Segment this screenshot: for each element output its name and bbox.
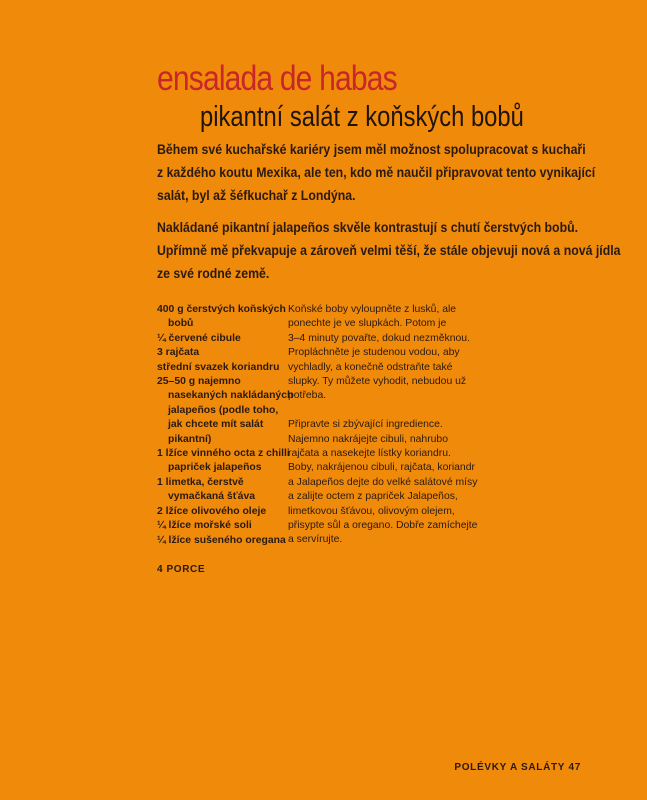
ingredient-item: ¼ lžíce mořské soli — [157, 520, 252, 532]
method-line: a servírujte. — [288, 534, 343, 546]
ingredient-item: 3 rajčata — [157, 347, 200, 359]
ingredient-item: nasekaných nakládaných — [168, 390, 294, 402]
ingredient-item: ¼ lžíce sušeného oregana — [157, 534, 286, 546]
method-line: a zalijte octem z papriček Jalapeños, — [288, 491, 458, 503]
recipe-title-czech: pikantní salát z koňských bobů — [200, 101, 524, 133]
intro-line: z každého koutu Mexika, ale ten, kdo mě naučil připravovat tento vynikající — [157, 165, 596, 180]
method-line: potřeba. — [288, 390, 327, 402]
ingredient-item: jak chcete mít salát — [168, 419, 264, 431]
intro-line: Nakládané pikantní jalapeños skvěle kontrastují s chutí čerstvých bobů. — [157, 220, 579, 235]
method-line: limetkovou šťávou, olivovým olejem, — [288, 505, 455, 517]
ingredient-item: 1 limetka, čerstvě — [157, 476, 244, 488]
ingredient-item: 1 lžíce vinného octa z chilli — [157, 448, 290, 460]
method-line: Připravte si zbývající ingredience. — [288, 419, 443, 431]
method-line: 3–4 minuty povařte, dokud nezměknou. — [288, 332, 470, 344]
method-line: a Jalapeños dejte do velké salátové mísy — [288, 476, 478, 488]
method-line: vychladly, a konečně odstraňte také — [288, 361, 453, 373]
intro-line: ze své rodné země. — [157, 266, 270, 281]
method-line: Koňské boby vyloupněte z lusků, ale — [288, 304, 457, 315]
method-text — [288, 303, 478, 548]
paragraph-gap — [288, 404, 478, 418]
intro-line: Během své kuchařské kariéry jsem měl možnost spolupracovat s kuchaři — [157, 142, 586, 157]
intro-text — [157, 138, 621, 294]
ingredient-item: bobů — [168, 318, 194, 330]
method-line: Propláchněte je studenou vodou, aby — [288, 347, 460, 359]
ingredient-item: 25–50 g najemno — [157, 376, 241, 388]
intro-paragraph — [157, 216, 621, 285]
method-line: rajčata a nasekejte lístky koriandru. — [288, 448, 451, 460]
page-footer: POLÉVKY A SALÁTY 47 — [454, 762, 581, 773]
ingredient-item: vymačkaná šťáva — [168, 491, 256, 503]
ingredient-item: 400 g čerstvých koňských — [157, 304, 286, 315]
intro-line: Upřímně mě překvapuje a zároveň velmi těší, že stále objevuji nová a nová jídla — [157, 243, 621, 258]
method-line: přisypte sůl a oregano. Dobře zamíchejte — [288, 520, 478, 532]
ingredient-item: papriček jalapeños — [168, 462, 262, 474]
recipe-title-spanish: ensalada de habas — [157, 59, 397, 98]
servings-label: 4 PORCE — [157, 564, 206, 575]
method-line: Najemno nakrájejte cibuli, nahrubo — [288, 433, 448, 445]
intro-paragraph — [157, 138, 596, 207]
ingredient-item: 2 lžíce olivového oleje — [157, 505, 267, 517]
ingredient-item: ¼ červené cibule — [157, 332, 241, 344]
ingredient-item: jalapeños (podle toho, — [168, 404, 279, 416]
method-line: Boby, nakrájenou cibuli, rajčata, koriandr — [288, 462, 475, 474]
method-line: slupky. Ty můžete vyhodit, nebudou už — [288, 376, 467, 388]
ingredient-item: střední svazek koriandru — [157, 361, 280, 373]
intro-line: salát, byl až šéfkuchař z Londýna. — [157, 188, 356, 203]
ingredient-item: pikantní) — [168, 433, 212, 445]
ingredient-list — [157, 303, 294, 548]
method-line: ponechte je ve slupkách. Potom je — [288, 318, 447, 330]
